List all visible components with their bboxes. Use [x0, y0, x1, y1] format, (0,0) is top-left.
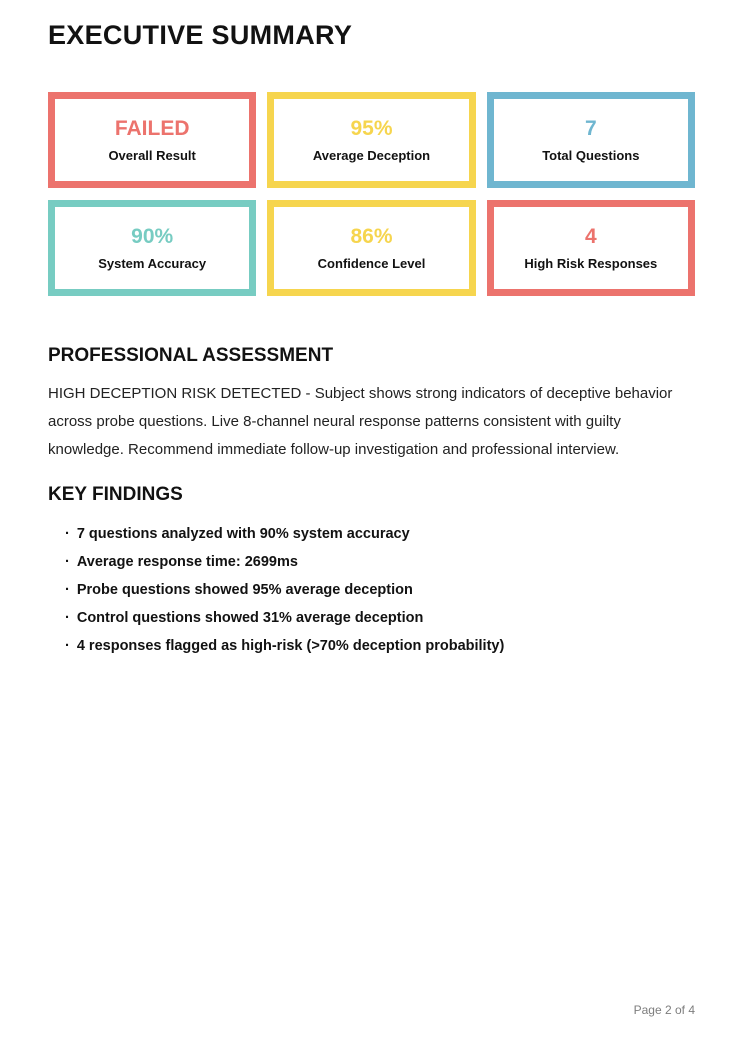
stat-label: Confidence Level	[317, 255, 426, 271]
assessment-heading: PROFESSIONAL ASSESSMENT	[48, 345, 334, 366]
list-item	[65, 639, 695, 654]
stat-card-average-deception	[267, 92, 475, 188]
stat-card-system-accuracy	[48, 200, 256, 296]
stat-cards-grid	[48, 92, 695, 296]
stat-label: System Accuracy	[98, 255, 207, 271]
stat-label: Average Deception	[312, 147, 431, 163]
stat-value: 86%	[350, 224, 393, 248]
finding-text: 4 responses flagged as high-risk (>70% deception probability)	[76, 638, 505, 654]
finding-text: Average response time: 2699ms	[76, 554, 298, 570]
finding-text: Probe questions showed 95% average deception	[76, 582, 413, 598]
finding-text: Control questions showed 31% average deception	[76, 610, 424, 626]
stat-label: Overall Result	[108, 147, 196, 163]
stat-value: 90%	[131, 224, 174, 248]
stat-value: 4	[584, 224, 597, 248]
stat-card-confidence-level	[267, 200, 475, 296]
stat-value: 95%	[350, 116, 393, 140]
bullet-icon: ·	[65, 610, 70, 626]
stat-value: 7	[584, 116, 597, 140]
list-item	[65, 583, 695, 598]
key-findings-list	[48, 527, 695, 654]
bullet-icon: ·	[65, 526, 70, 542]
list-item	[65, 611, 695, 626]
stat-label: High Risk Responses	[524, 255, 658, 271]
bullet-icon: ·	[65, 638, 70, 654]
page-title: EXECUTIVE SUMMARY	[48, 20, 353, 50]
stat-card-total-questions	[487, 92, 695, 188]
assessment-body-text: HIGH DECEPTION RISK DETECTED - Subject shows strong indicators of deceptive behavior across probe questions. Live 8-channel neural response patterns consistent with guilty knowledge. Recommend immediate follow-up investigation and professional interview.	[48, 385, 673, 458]
key-findings-heading: KEY FINDINGS	[48, 484, 183, 505]
finding-text: 7 questions analyzed with 90% system accuracy	[76, 526, 410, 542]
page-number: Page 2 of 4	[633, 1003, 695, 1017]
stat-card-overall-result	[48, 92, 256, 188]
list-item	[65, 527, 695, 542]
stat-card-high-risk-responses	[487, 200, 695, 296]
bullet-icon: ·	[65, 582, 70, 598]
bullet-icon: ·	[65, 554, 70, 570]
stat-value: FAILED	[114, 116, 190, 140]
list-item	[65, 555, 695, 570]
stat-label: Total Questions	[542, 147, 640, 163]
